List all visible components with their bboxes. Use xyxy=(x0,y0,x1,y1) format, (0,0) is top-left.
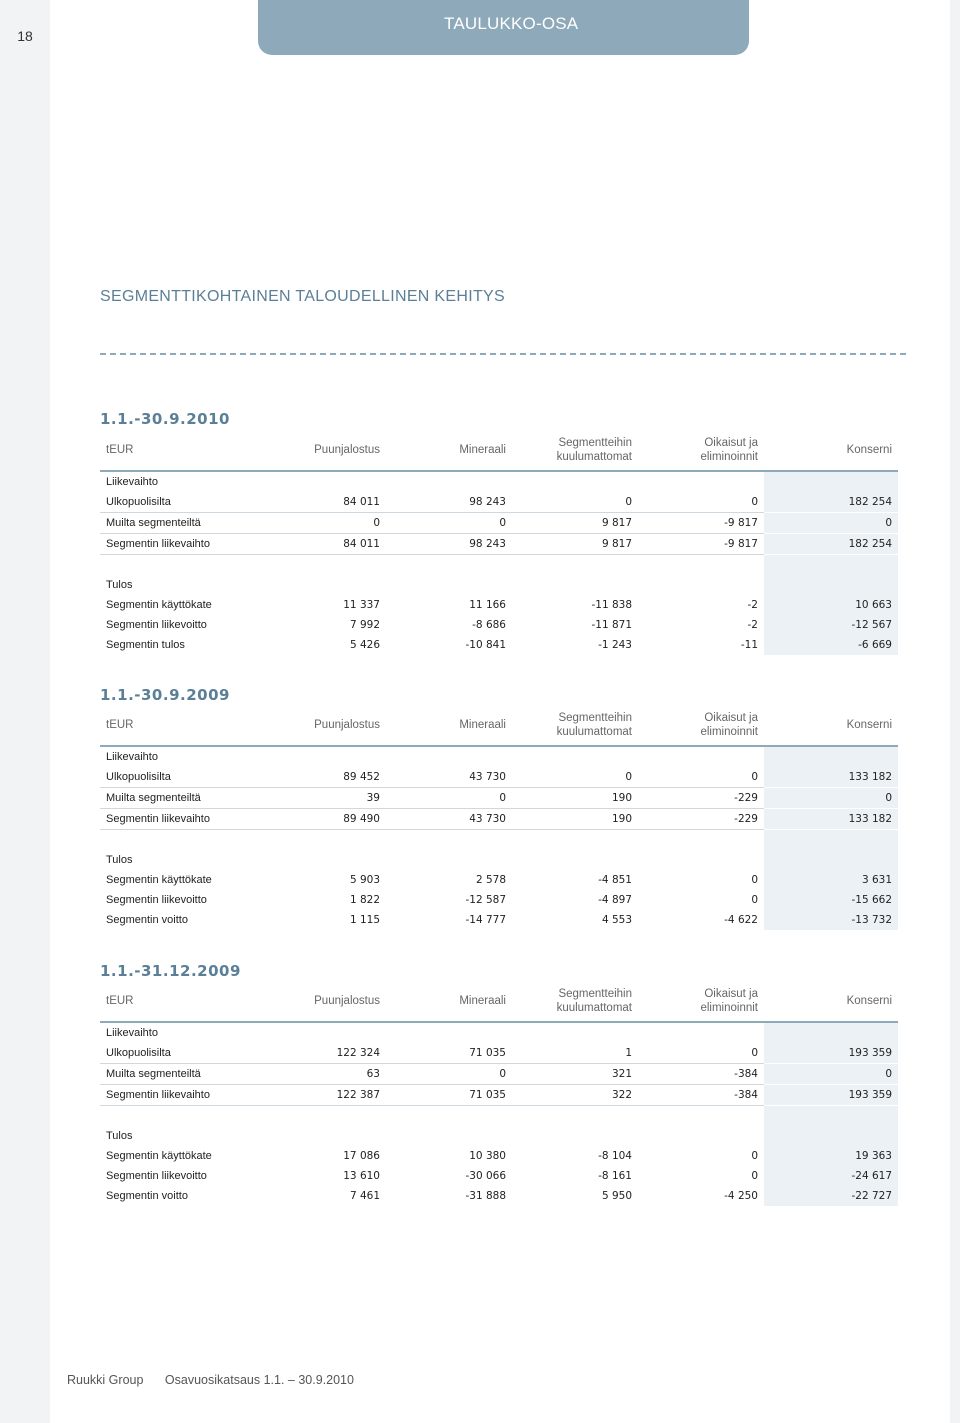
header-text: kuulumattomat xyxy=(556,726,632,738)
header-text: eliminoinnit xyxy=(700,1002,758,1014)
segment-table xyxy=(100,705,898,930)
group-title: Tulos xyxy=(106,579,133,591)
group-title: Liikevaihto xyxy=(106,1027,158,1039)
value-cell: 19 363 xyxy=(764,1146,898,1166)
header-text: Puunjalostus xyxy=(314,444,380,456)
value-cell: 2 578 xyxy=(475,874,506,886)
footer-company: Ruukki Group xyxy=(67,1373,144,1387)
header-text: Mineraali xyxy=(459,719,506,731)
empty-cell xyxy=(386,1126,512,1146)
empty-cell xyxy=(386,830,512,851)
empty-cell xyxy=(512,555,638,576)
row-label: Segmentin tulos xyxy=(106,639,185,651)
header-teur xyxy=(100,981,310,1022)
empty-cell xyxy=(764,1126,898,1146)
empty-cell xyxy=(310,471,386,492)
row-label: Segmentin käyttökate xyxy=(106,1150,212,1162)
value-cell: -8 104 xyxy=(598,1150,632,1162)
value-cell: 5 903 xyxy=(349,874,380,886)
header-text: Segmentteihin xyxy=(558,712,632,724)
value-cell: 0 xyxy=(638,767,764,788)
liikevaihto-title-row xyxy=(100,746,898,767)
dashed-divider xyxy=(100,353,906,355)
value-cell: -11 xyxy=(740,639,758,651)
row-label: Segmentin liikevaihto xyxy=(100,809,310,830)
empty-cell xyxy=(386,471,512,492)
header-oikaisut-ja-eliminoinnit xyxy=(638,430,764,471)
empty-cell xyxy=(638,1126,764,1146)
value-cell: -4 851 xyxy=(598,874,632,886)
value-cell: 84 011 xyxy=(310,534,386,555)
empty-cell xyxy=(512,575,638,595)
empty-cell xyxy=(638,850,764,870)
spacer-row xyxy=(100,1106,898,1127)
segment-table xyxy=(100,981,898,1206)
header-tab xyxy=(258,0,749,55)
empty-cell xyxy=(512,1022,638,1043)
header-text: kuulumattomat xyxy=(556,451,632,463)
value-cell: 0 xyxy=(764,788,898,809)
value-cell: -4 897 xyxy=(598,894,632,906)
value-cell: -384 xyxy=(638,1064,764,1085)
empty-cell xyxy=(638,471,764,492)
empty-cell xyxy=(764,471,898,492)
table-header-row xyxy=(100,705,898,746)
value-cell: -384 xyxy=(638,1085,764,1106)
value-cell: 321 xyxy=(512,1064,638,1085)
empty-cell xyxy=(638,555,764,576)
empty-cell xyxy=(764,850,898,870)
table-row xyxy=(100,1043,898,1064)
value-cell: 0 xyxy=(638,492,764,513)
value-cell: 11 166 xyxy=(469,599,506,611)
header-text: Mineraali xyxy=(459,995,506,1007)
group-title: Tulos xyxy=(106,1130,133,1142)
value-cell: 71 035 xyxy=(386,1043,512,1064)
empty-cell xyxy=(764,1106,898,1127)
empty-cell xyxy=(310,1106,386,1127)
header-text: Mineraali xyxy=(459,444,506,456)
value-cell: -1 243 xyxy=(598,639,632,651)
value-cell: 193 359 xyxy=(764,1043,898,1064)
header-text: Konserni xyxy=(846,995,892,1007)
value-cell: 133 182 xyxy=(764,809,898,830)
header-text: Oikaisut ja xyxy=(704,712,758,724)
empty-cell xyxy=(310,1126,386,1146)
value-cell: -8 686 xyxy=(472,619,506,631)
value-cell: 1 115 xyxy=(349,914,380,926)
header-text: kuulumattomat xyxy=(556,1002,632,1014)
header-tab-label: TAULUKKO-OSA xyxy=(444,14,579,33)
header-puunjalostus xyxy=(310,430,386,471)
table-row xyxy=(100,788,898,809)
table-row xyxy=(100,1166,898,1186)
empty-cell xyxy=(512,850,638,870)
value-cell: 9 817 xyxy=(512,534,638,555)
value-cell: -30 066 xyxy=(465,1170,506,1182)
header-puunjalostus xyxy=(310,705,386,746)
empty-cell xyxy=(386,850,512,870)
row-label: Muilta segmenteiltä xyxy=(100,1064,310,1085)
empty-cell xyxy=(310,850,386,870)
row-label: Segmentin voitto xyxy=(106,1190,188,1202)
value-cell: 0 xyxy=(751,1150,758,1162)
header-text: Segmentteihin xyxy=(558,988,632,1000)
row-label: Segmentin liikevoitto xyxy=(106,1170,207,1182)
value-cell: 9 817 xyxy=(512,513,638,534)
header-text: Oikaisut ja xyxy=(704,437,758,449)
empty-cell xyxy=(764,1022,898,1043)
value-cell: 98 243 xyxy=(386,492,512,513)
table-header-row xyxy=(100,430,898,471)
spacer-row xyxy=(100,555,898,576)
empty-cell xyxy=(310,1022,386,1043)
header-text: tEUR xyxy=(106,995,134,1007)
value-cell: -14 777 xyxy=(465,914,506,926)
header-text: eliminoinnit xyxy=(700,451,758,463)
row-label: Segmentin voitto xyxy=(106,914,188,926)
empty-cell xyxy=(310,746,386,767)
header-text: Puunjalostus xyxy=(314,719,380,731)
value-cell: 17 086 xyxy=(343,1150,380,1162)
group-title: Liikevaihto xyxy=(106,476,158,488)
table-row xyxy=(100,492,898,513)
value-cell: 11 337 xyxy=(343,599,380,611)
row-label: Segmentin liikevoitto xyxy=(106,619,207,631)
empty-cell xyxy=(100,830,310,851)
value-cell: 1 xyxy=(512,1043,638,1064)
spacer-row xyxy=(100,830,898,851)
table-row xyxy=(100,890,898,910)
empty-cell xyxy=(638,1106,764,1127)
page-footer xyxy=(67,1373,372,1387)
value-cell: 193 359 xyxy=(764,1085,898,1106)
value-cell: 0 xyxy=(310,513,386,534)
row-label: Ulkopuolisilta xyxy=(100,767,310,788)
empty-cell xyxy=(386,746,512,767)
value-cell: -229 xyxy=(638,809,764,830)
header-teur xyxy=(100,430,310,471)
value-cell: 98 243 xyxy=(386,534,512,555)
liikevaihto-title-row xyxy=(100,1022,898,1043)
value-cell: 43 730 xyxy=(386,767,512,788)
value-cell: -10 841 xyxy=(465,639,506,651)
page-number: 18 xyxy=(17,28,33,44)
header-text: Segmentteihin xyxy=(558,437,632,449)
empty-cell xyxy=(310,555,386,576)
empty-cell xyxy=(512,830,638,851)
value-cell: -31 888 xyxy=(465,1190,506,1202)
value-cell: 10 380 xyxy=(469,1150,506,1162)
empty-cell xyxy=(638,746,764,767)
header-mineraali xyxy=(386,430,512,471)
row-label: Segmentin käyttökate xyxy=(106,599,212,611)
value-cell: -11 871 xyxy=(591,619,632,631)
value-cell: -22 727 xyxy=(764,1186,898,1206)
table-row xyxy=(100,1085,898,1106)
value-cell: 84 011 xyxy=(310,492,386,513)
empty-cell xyxy=(764,746,898,767)
value-cell: 0 xyxy=(512,767,638,788)
value-cell: -13 732 xyxy=(764,910,898,930)
empty-cell xyxy=(638,575,764,595)
value-cell: 190 xyxy=(512,788,638,809)
header-segmentteihin-kuulumattomat xyxy=(512,981,638,1022)
value-cell: 39 xyxy=(310,788,386,809)
table-row xyxy=(100,615,898,635)
header-mineraali xyxy=(386,705,512,746)
segment-table xyxy=(100,430,898,655)
empty-cell xyxy=(512,1126,638,1146)
row-label: Ulkopuolisilta xyxy=(100,492,310,513)
empty-cell xyxy=(386,555,512,576)
period-heading: 1.1.-30.9.2009 xyxy=(100,686,230,704)
group-title: Tulos xyxy=(106,854,133,866)
row-label: Muilta segmenteiltä xyxy=(100,788,310,809)
value-cell: -24 617 xyxy=(764,1166,898,1186)
header-text: Puunjalostus xyxy=(314,995,380,1007)
value-cell: -12 567 xyxy=(764,615,898,635)
header-segmentteihin-kuulumattomat xyxy=(512,430,638,471)
empty-cell xyxy=(100,555,310,576)
header-konserni xyxy=(764,705,898,746)
tulos-title-row xyxy=(100,1126,898,1146)
table-row xyxy=(100,809,898,830)
value-cell: 0 xyxy=(386,513,512,534)
value-cell: 0 xyxy=(386,1064,512,1085)
table-header-row xyxy=(100,981,898,1022)
value-cell: 5 426 xyxy=(349,639,380,651)
value-cell: 13 610 xyxy=(343,1170,380,1182)
header-text: Konserni xyxy=(846,719,892,731)
section-title: SEGMENTTIKOHTAINEN TALOUDELLINEN KEHITYS xyxy=(100,288,505,305)
value-cell: 0 xyxy=(638,1043,764,1064)
header-segmentteihin-kuulumattomat xyxy=(512,705,638,746)
row-label: Segmentin liikevaihto xyxy=(100,1085,310,1106)
value-cell: 7 992 xyxy=(349,619,380,631)
value-cell: 133 182 xyxy=(764,767,898,788)
row-label: Segmentin liikevaihto xyxy=(100,534,310,555)
empty-cell xyxy=(512,1106,638,1127)
value-cell: -2 xyxy=(747,619,758,631)
value-cell: 10 663 xyxy=(764,595,898,615)
empty-cell xyxy=(310,830,386,851)
header-oikaisut-ja-eliminoinnit xyxy=(638,705,764,746)
period-heading: 1.1.-30.9.2010 xyxy=(100,410,230,428)
value-cell: -12 587 xyxy=(465,894,506,906)
empty-cell xyxy=(764,575,898,595)
value-cell: 190 xyxy=(512,809,638,830)
table-row xyxy=(100,635,898,655)
left-margin-strip xyxy=(0,0,50,1423)
empty-cell xyxy=(638,830,764,851)
empty-cell xyxy=(764,555,898,576)
value-cell: 5 950 xyxy=(601,1190,632,1202)
empty-cell xyxy=(386,1106,512,1127)
empty-cell xyxy=(512,471,638,492)
value-cell: 0 xyxy=(764,513,898,534)
row-label: Segmentin liikevoitto xyxy=(106,894,207,906)
value-cell: -6 669 xyxy=(764,635,898,655)
header-text: tEUR xyxy=(106,719,134,731)
value-cell: 89 452 xyxy=(310,767,386,788)
value-cell: -2 xyxy=(747,599,758,611)
value-cell: 63 xyxy=(310,1064,386,1085)
empty-cell xyxy=(386,1022,512,1043)
value-cell: -8 161 xyxy=(598,1170,632,1182)
value-cell: 122 387 xyxy=(310,1085,386,1106)
table-row xyxy=(100,767,898,788)
table-row xyxy=(100,534,898,555)
value-cell: -229 xyxy=(638,788,764,809)
empty-cell xyxy=(638,1022,764,1043)
group-title: Liikevaihto xyxy=(106,751,158,763)
liikevaihto-title-row xyxy=(100,471,898,492)
header-text: Konserni xyxy=(846,444,892,456)
empty-cell xyxy=(100,1106,310,1127)
table-row xyxy=(100,595,898,615)
row-label: Ulkopuolisilta xyxy=(100,1043,310,1064)
value-cell: 122 324 xyxy=(310,1043,386,1064)
value-cell: -4 250 xyxy=(724,1190,758,1202)
right-margin-strip xyxy=(950,0,960,1423)
value-cell: 43 730 xyxy=(386,809,512,830)
value-cell: 322 xyxy=(512,1085,638,1106)
value-cell: 0 xyxy=(751,1170,758,1182)
value-cell: 1 822 xyxy=(349,894,380,906)
value-cell: 0 xyxy=(512,492,638,513)
value-cell: -4 622 xyxy=(724,914,758,926)
empty-cell xyxy=(512,746,638,767)
header-konserni xyxy=(764,981,898,1022)
value-cell: 0 xyxy=(764,1064,898,1085)
value-cell: 182 254 xyxy=(764,492,898,513)
value-cell: -9 817 xyxy=(638,513,764,534)
header-text: eliminoinnit xyxy=(700,726,758,738)
value-cell: 89 490 xyxy=(310,809,386,830)
header-konserni xyxy=(764,430,898,471)
value-cell: -15 662 xyxy=(764,890,898,910)
header-oikaisut-ja-eliminoinnit xyxy=(638,981,764,1022)
header-mineraali xyxy=(386,981,512,1022)
table-row xyxy=(100,1146,898,1166)
header-teur xyxy=(100,705,310,746)
empty-cell xyxy=(764,830,898,851)
table-row xyxy=(100,1064,898,1085)
value-cell: 7 461 xyxy=(349,1190,380,1202)
value-cell: 4 553 xyxy=(601,914,632,926)
header-puunjalostus xyxy=(310,981,386,1022)
value-cell: -11 838 xyxy=(591,599,632,611)
table-row xyxy=(100,870,898,890)
value-cell: -9 817 xyxy=(638,534,764,555)
value-cell: 3 631 xyxy=(764,870,898,890)
period-heading: 1.1.-31.12.2009 xyxy=(100,962,241,980)
header-text: tEUR xyxy=(106,444,134,456)
value-cell: 0 xyxy=(751,894,758,906)
row-label: Segmentin käyttökate xyxy=(106,874,212,886)
table-row xyxy=(100,1186,898,1206)
value-cell: 0 xyxy=(751,874,758,886)
row-label: Muilta segmenteiltä xyxy=(100,513,310,534)
footer-report: Osavuosikatsaus 1.1. – 30.9.2010 xyxy=(164,1373,354,1387)
tulos-title-row xyxy=(100,850,898,870)
empty-cell xyxy=(386,575,512,595)
empty-cell xyxy=(310,575,386,595)
tulos-title-row xyxy=(100,575,898,595)
value-cell: 182 254 xyxy=(764,534,898,555)
table-row xyxy=(100,910,898,930)
header-text: Oikaisut ja xyxy=(704,988,758,1000)
table-row xyxy=(100,513,898,534)
value-cell: 0 xyxy=(386,788,512,809)
value-cell: 71 035 xyxy=(386,1085,512,1106)
